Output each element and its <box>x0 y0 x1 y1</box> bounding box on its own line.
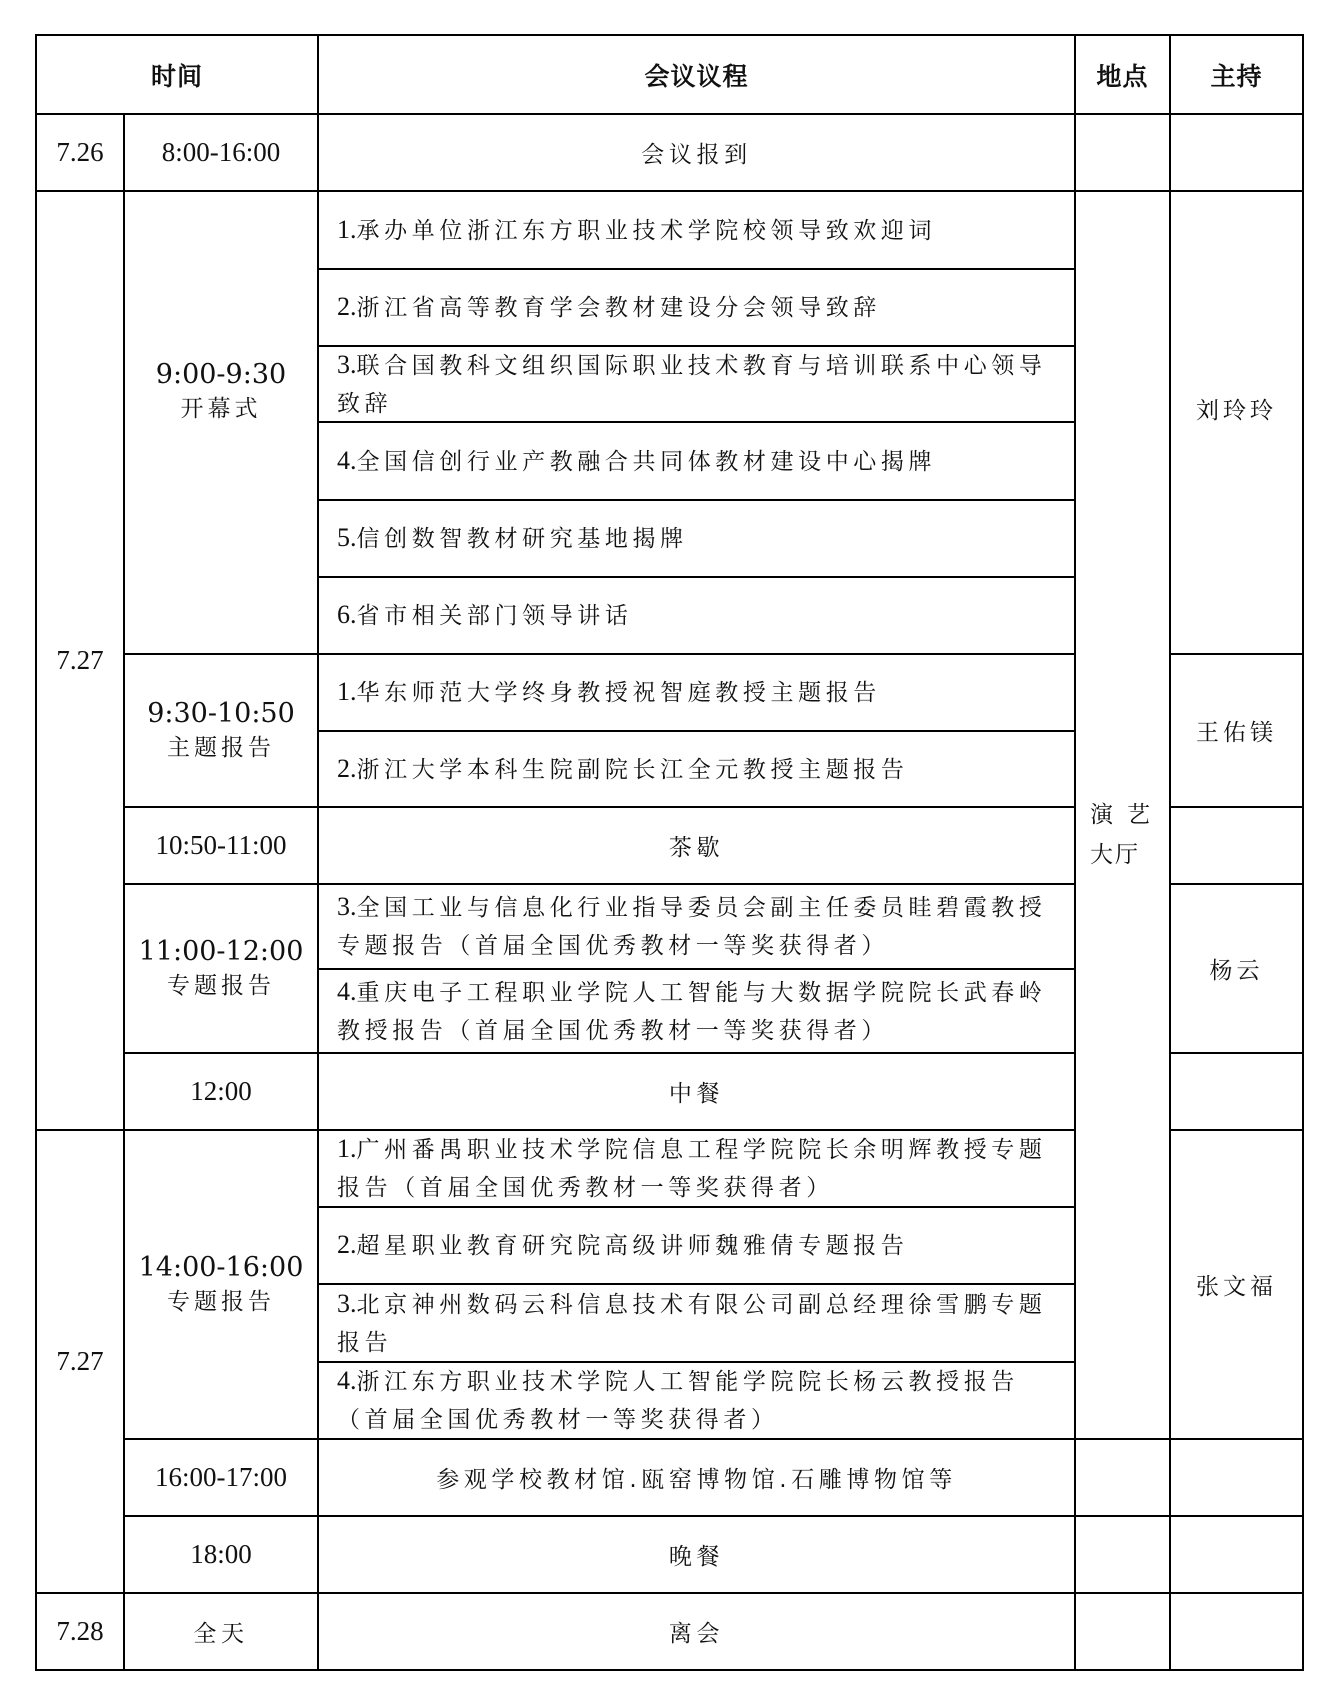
header-venue <box>1074 34 1171 115</box>
agenda-text: 联合国教科文组织国际职业技术教育与培训联系中心领导致辞 <box>337 352 1047 417</box>
agenda-departure <box>317 1592 1076 1671</box>
header-time <box>35 34 319 115</box>
agenda-item: 1.承办单位浙江东方职业技术学院校领导致欢迎词 <box>317 190 1076 270</box>
agenda-tea-break <box>317 806 1076 885</box>
host-cell-empty <box>1169 1438 1304 1517</box>
agenda-item: 2.浙江省高等教育学会教材建设分会领导致辞 <box>317 268 1076 347</box>
time-label: 9:00-9:30 <box>155 359 287 390</box>
venue-cell-empty <box>1074 1515 1171 1594</box>
header-host <box>1169 34 1304 115</box>
agenda-dinner <box>317 1515 1076 1594</box>
host-name: 王佑镁 <box>1196 720 1277 746</box>
agenda-item: 3.北京神州数码云科信息技术有限公司副总经理徐雪鹏专题报告 <box>317 1283 1076 1363</box>
agenda-text: 离会 <box>668 1621 725 1647</box>
date-cell-727-afternoon <box>35 1129 125 1594</box>
time-label: 8:00-16:00 <box>161 137 281 167</box>
date-label: 7.28 <box>56 1616 104 1646</box>
time-cell-registration <box>123 113 319 192</box>
host-name: 杨云 <box>1209 958 1264 984</box>
host-name: 刘玲玲 <box>1196 398 1277 424</box>
date-cell-727-morning <box>35 190 125 1131</box>
agenda-text: 超星职业教育研究院高级讲师魏雅倩专题报告 <box>356 1233 909 1259</box>
time-cell-all-day <box>123 1592 319 1671</box>
venue-line2: 大厅 <box>1090 842 1140 868</box>
host-cell-empty <box>1169 1515 1304 1594</box>
header-host-label: 主持 <box>1210 61 1263 91</box>
host-name: 张文福 <box>1196 1274 1277 1300</box>
agenda-item: 3.全国工业与信息化行业指导委员会副主任委员眭碧霞教授专题报告（首届全国优秀教材一等奖获得者） <box>317 883 1076 970</box>
date-label: 7.26 <box>56 137 104 167</box>
date-label: 7.27 <box>56 645 104 675</box>
agenda-text: 北京神州数码云科信息技术有限公司副总经理徐雪鹏专题报告 <box>337 1291 1047 1356</box>
agenda-text: 浙江东方职业技术学院人工智能学院院长杨云教授报告（首届全国优秀教材一等奖获得者） <box>337 1369 1019 1433</box>
time-cell-dinner <box>123 1515 319 1594</box>
host-cell-special-morning <box>1169 883 1304 1054</box>
time-cell-tea-break <box>123 806 319 885</box>
time-label: 14:00-16:00 <box>138 1251 304 1283</box>
agenda-item: 3.联合国教科文组织国际职业技术教育与培训联系中心领导致辞 <box>317 345 1076 423</box>
host-cell-special-afternoon <box>1169 1129 1304 1440</box>
date-label: 7.27 <box>56 1346 104 1376</box>
time-label: 9:30-10:50 <box>147 697 295 729</box>
host-cell-empty <box>1169 113 1304 192</box>
agenda-visit <box>317 1438 1076 1517</box>
agenda-item: 6.省市相关部门领导讲话 <box>317 576 1076 655</box>
agenda-text: 全国信创行业产教融合共同体教材建设中心揭牌 <box>356 448 937 475</box>
host-cell-empty <box>1169 806 1304 885</box>
venue-cell-empty <box>1074 1592 1171 1671</box>
venue-cell-empty <box>1074 1438 1171 1517</box>
time-label: 10:50-11:00 <box>155 830 287 860</box>
agenda-text: 浙江大学本科生院副院长江全元教授主题报告 <box>356 756 909 783</box>
agenda-text: 广州番禺职业技术学院信息工程学院院长余明辉教授专题报告（首届全国优秀教材一等奖获得者） <box>337 1137 1047 1201</box>
agenda-text: 承办单位浙江东方职业技术学院校领导致欢迎词 <box>356 217 937 244</box>
header-venue-label: 地点 <box>1096 61 1149 91</box>
agenda-text: 会议报到 <box>641 142 752 168</box>
time-label: 11:00-12:00 <box>138 935 304 967</box>
agenda-text: 信创数智教材研究基地揭牌 <box>356 526 688 552</box>
agenda-text: 重庆电子工程职业学院人工智能与大数据学院院长武春岭教授报告（首届全国优秀教材一等奖获得者） <box>337 979 1047 1044</box>
time-label: 18:00 <box>190 1539 252 1569</box>
header-agenda <box>317 34 1076 115</box>
host-cell-empty <box>1169 1052 1304 1131</box>
agenda-item: 2.浙江大学本科生院副院长江全元教授主题报告 <box>317 730 1076 808</box>
time-cell-keynote <box>123 653 319 808</box>
agenda-item: 5.信创数智教材研究基地揭牌 <box>317 499 1076 578</box>
venue-cell-main-hall <box>1074 190 1171 1440</box>
header-time-label: 时间 <box>150 61 203 91</box>
agenda-text: 晚餐 <box>668 1544 725 1570</box>
agenda-text: 浙江省高等教育学会教材建设分会领导致辞 <box>356 295 881 321</box>
agenda-item: 4.重庆电子工程职业学院人工智能与大数据学院院长武春岭教授报告（首届全国优秀教材一等奖获得者） <box>317 968 1076 1054</box>
agenda-text: 省市相关部门领导讲话 <box>356 603 633 629</box>
date-cell-728 <box>35 1592 125 1671</box>
agenda-lunch <box>317 1052 1076 1131</box>
host-cell-keynote <box>1169 653 1304 808</box>
time-cell-visit <box>123 1438 319 1517</box>
agenda-text: 全国工业与信息化行业指导委员会副主任委员眭碧霞教授专题报告（首届全国优秀教材一等奖获得者） <box>337 895 1047 959</box>
venue-cell-empty <box>1074 113 1171 192</box>
host-cell-opening <box>1169 190 1304 655</box>
agenda-registration <box>317 113 1076 192</box>
agenda-item: 4.全国信创行业产教融合共同体教材建设中心揭牌 <box>317 421 1076 501</box>
host-cell-empty <box>1169 1592 1304 1671</box>
venue-line1: 演艺 <box>1090 802 1164 828</box>
time-cell-special-morning <box>123 883 319 1054</box>
session-label: 开幕式 <box>180 396 262 422</box>
time-label: 16:00-17:00 <box>155 1462 287 1492</box>
time-cell-special-afternoon <box>123 1129 319 1440</box>
agenda-text: 华东师范大学终身教授祝智庭教授主题报告 <box>356 680 881 706</box>
time-label: 12:00 <box>190 1076 252 1106</box>
date-cell-726 <box>35 113 125 192</box>
agenda-text: 茶歇 <box>668 835 725 861</box>
time-cell-lunch <box>123 1052 319 1131</box>
session-label: 主题报告 <box>167 734 275 761</box>
agenda-item: 1.华东师范大学终身教授祝智庭教授主题报告 <box>317 653 1076 732</box>
agenda-item: 2.超星职业教育研究院高级讲师魏雅倩专题报告 <box>317 1206 1076 1285</box>
agenda-item: 4.浙江东方职业技术学院人工智能学院院长杨云教授报告（首届全国优秀教材一等奖获得者） <box>317 1361 1076 1440</box>
time-cell-opening <box>123 190 319 655</box>
session-label: 专题报告 <box>167 972 275 999</box>
time-label: 全天 <box>193 1621 249 1647</box>
agenda-text: 中餐 <box>668 1081 725 1107</box>
agenda-item: 1.广州番禺职业技术学院信息工程学院院长余明辉教授专题报告（首届全国优秀教材一等奖获得者） <box>317 1129 1076 1208</box>
header-agenda-label: 会议议程 <box>644 61 749 91</box>
agenda-text: 参观学校教材馆.瓯窑博物馆.石雕博物馆等 <box>436 1467 957 1493</box>
session-label: 专题报告 <box>167 1288 275 1315</box>
